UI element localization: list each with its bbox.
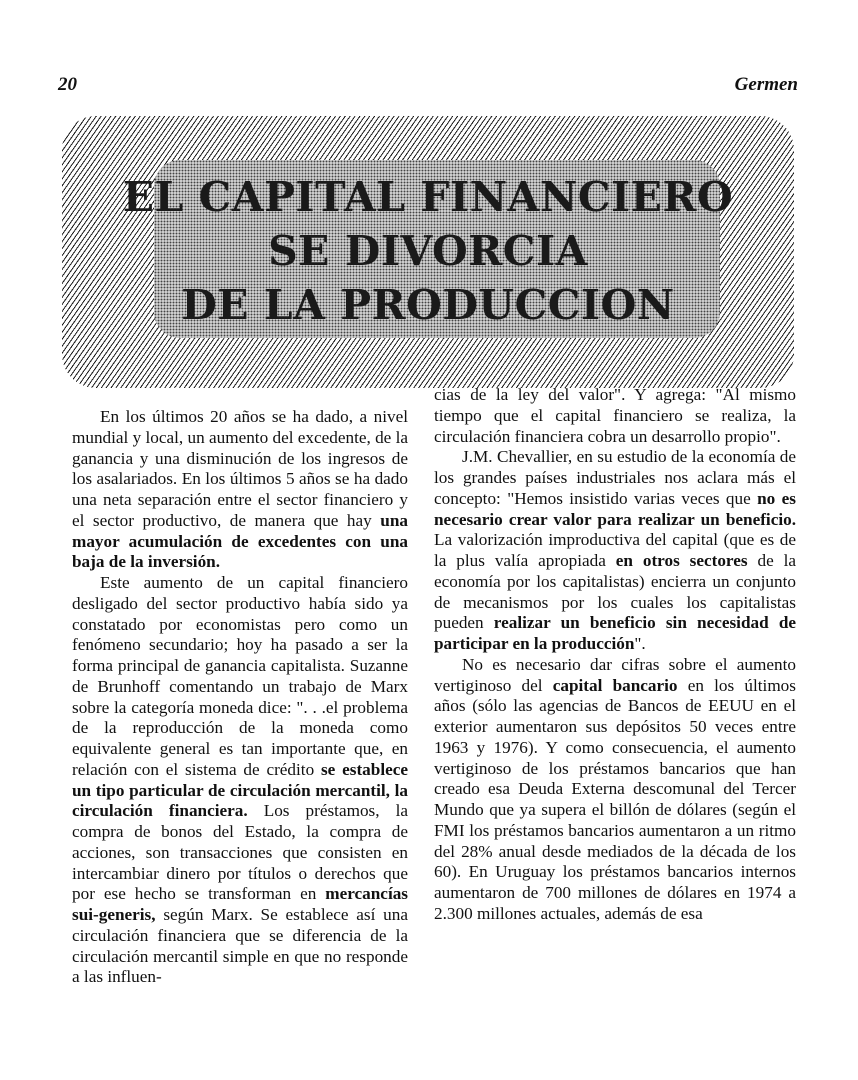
- text-run: de la economía por los capitalistas) encierra un conjunto de mecanismos por los cuales los capitalistas pueden: [434, 551, 796, 633]
- text-run: No es necesario dar cifras sobre el aumento vertiginoso del: [434, 654, 796, 695]
- bold-text: en otros sectores: [615, 551, 748, 570]
- text-run: ".: [634, 634, 646, 653]
- paragraph: [72, 573, 408, 988]
- title-line-1: EL CAPITAL FINANCIERO: [122, 173, 734, 221]
- text-run: En los últimos 20 años se ha dado, a nivel mundial y local, un aumento del excedente, de la ganancia y una disminución de los ingresos de los asalariados. En los últimos 5 años se ha dado una neta separación entre el sector financiero y el sector productivo, de manera que hay: [72, 407, 408, 530]
- bold-text: se establece un tipo particular de circulación mercantil, la circulación financiera.: [72, 759, 408, 821]
- bold-text: realizar un beneficio sin necesidad de participar en la producción: [434, 613, 797, 653]
- left-column: [72, 407, 408, 988]
- running-head: Germen: [734, 74, 798, 95]
- paragraph: [72, 407, 408, 573]
- title-line-2: SE DIVORCIA: [268, 227, 588, 275]
- title-line-3: DE LA PRODUCCION: [181, 281, 675, 329]
- right-column: [434, 385, 796, 925]
- paragraph: [434, 447, 796, 655]
- text-run: La valorización improductiva del capital (que es de la plus valía apropiada: [434, 530, 796, 570]
- bold-text: no es necesario crear valor para realizar un beneficio.: [434, 488, 796, 529]
- text-run: Los préstamos, la compra de bonos del Estado, la compra de acciones, son transacciones que consisten en intercambiar dinero por títulos o derechos que por ese hecho se transforman en: [72, 801, 408, 904]
- article-title: [62, 170, 794, 332]
- paragraph: [434, 655, 796, 925]
- text-run: J.M. Chevallier, en su estudio de la economía de los grandes países industriales nos aclara más el concepto: "Hemos insistido varias veces que: [434, 447, 796, 508]
- text-run: según Marx. Se establece así una circulación financiera que se diferencia de la circulación mercantil simple en que no responde a las influen-: [72, 905, 408, 987]
- bold-text: mercancías sui-generis,: [72, 884, 408, 924]
- page-number: 20: [58, 74, 77, 95]
- paragraph: cias de la ley del valor". Y agrega: "Al mismo tiempo que el capital financiero se realiza, la circulación financiera cobra un desarrollo propio".: [434, 385, 796, 446]
- bold-text: una mayor acumulación de excedentes con una baja de la inversión.: [72, 510, 408, 572]
- text-run: en los últimos años (sólo las agencias de Bancos de EEUU en el exterior aumentaron sus depósitos 50 veces entre 1963 y 1976). Y como consecuencia, el aumento vertiginoso de los préstamos bancarios que han creado esa Deuda Externa descomunal del Tercer Mundo que ya supera el billón de dólares (según el FMI los préstamos bancarios aumentaron a un ritmo del 28% anual desde mediados de la década de los 60). En Uruguay los préstamos bancarios internos aumentaron de 700 millones de dólares en 1974 a 2.300 millones actuales, además de esa: [434, 675, 796, 923]
- text-run: Este aumento de un capital financiero desligado del sector productivo había sido ya constatado por economistas pero como un fenómeno secundario; hoy ha pasado a ser la forma principal de ganancia capitalista. Suzanne de Brunhoff comentando un trabajo de Marx sobre la categoría moneda dice: ". . .el problema de la reproducción de la moneda como equivalente general es tan importante que, en relación con el sistema de crédito: [72, 573, 408, 779]
- bold-text: capital bancario: [552, 675, 678, 695]
